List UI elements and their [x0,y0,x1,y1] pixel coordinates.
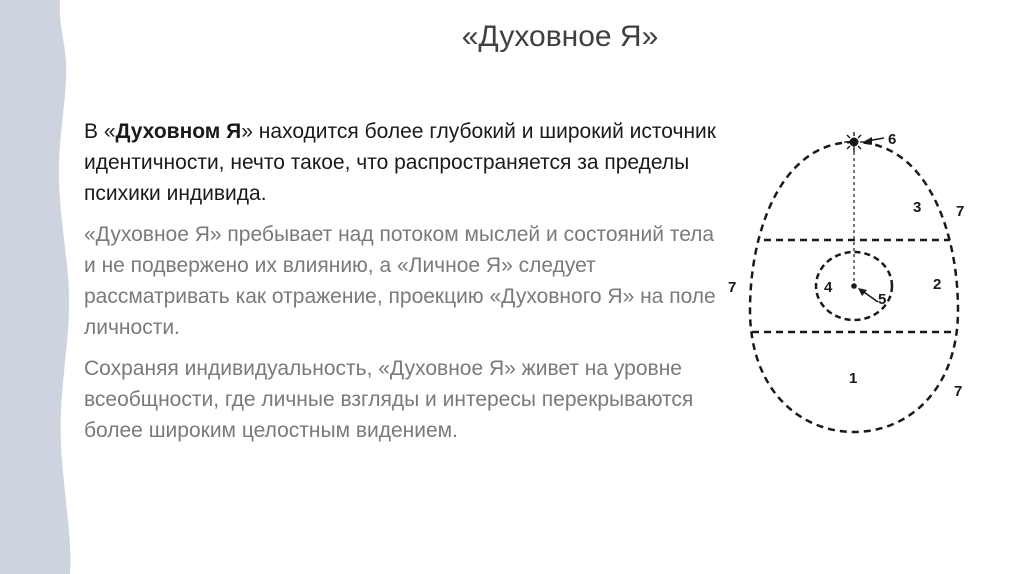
paragraph-1 [84,116,724,209]
paragraph-1-prefix: В « [84,120,116,143]
slide-title: «Духовное Я» [461,20,659,53]
label-7-left: 7 [728,279,737,296]
egg-diagram [720,120,980,450]
star-icon [844,132,864,152]
label-3: 3 [913,199,922,216]
center-point [851,283,857,289]
arrow-5-icon [858,288,878,302]
label-6: 6 [888,131,897,148]
label-4: 4 [824,279,833,296]
label-7-top-right: 7 [956,203,965,220]
paragraph-1-suffix: » находится более глубокий и широкий источник идентичности, нечто такое, что распространяется за пределы психики индивида. [84,120,716,205]
label-7-bottom-right: 7 [954,383,963,400]
decorative-side-band [0,0,80,574]
label-2: 2 [933,276,942,293]
label-5: 5 [878,291,887,308]
paragraph-1-bold: Духовном Я [115,120,242,143]
label-1: 1 [849,370,858,387]
paragraph-3: Сохраняя индивидуальность, «Духовное Я» живет на уровне всеобщности, где личные взгляды и интересы перекрываются более широким целостным видением. [84,357,694,442]
body-text [84,116,724,456]
paragraph-2: «Духовное Я» пребывает над потоком мыслей и состояний тела и не подвержено их влиянию, а «Личное Я» следует рассматривать как отражение, проекцию «Духовного Я» на поле личности. [84,223,716,339]
